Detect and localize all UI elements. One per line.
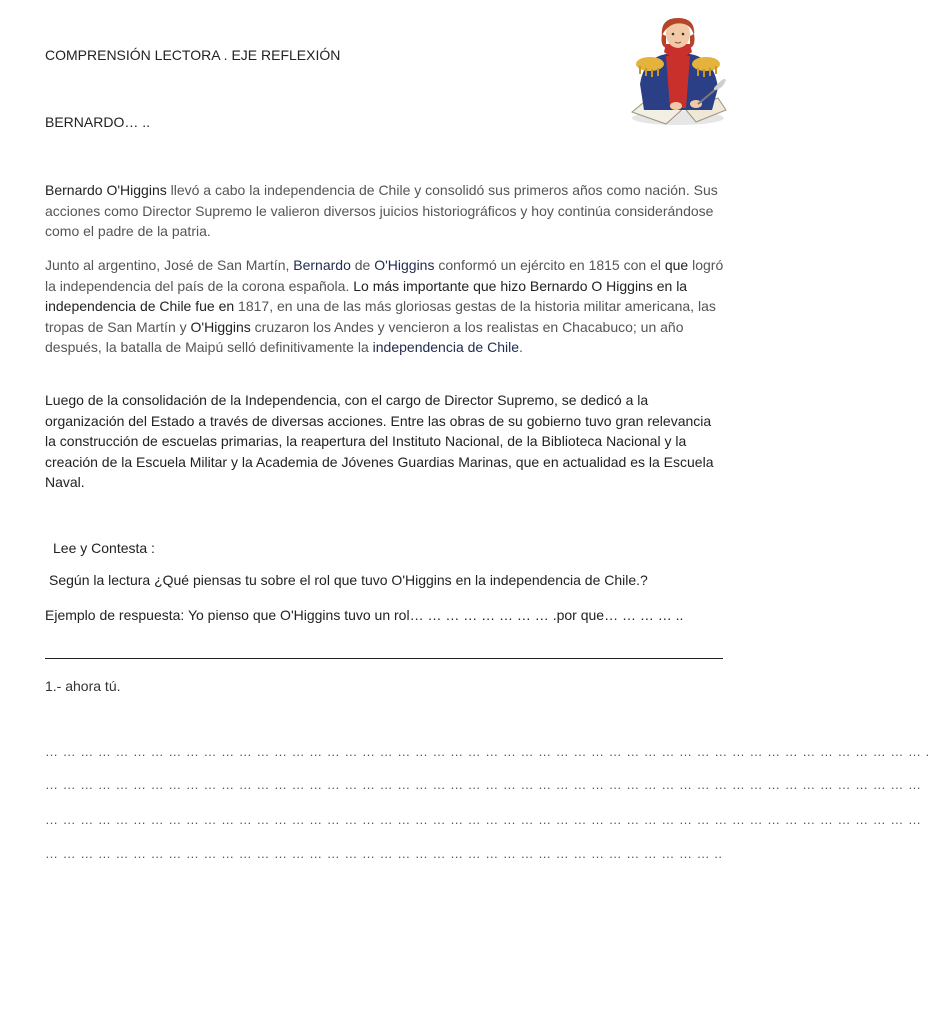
divider-line bbox=[45, 658, 723, 659]
instruction-label: Lee y Contesta : bbox=[53, 540, 155, 556]
paragraph-3: Luego de la consolidación de la Independencia, con el cargo de Director Supremo, se dedicó a la organización del Estado a través de diversas acciones. Entre las obras de su gobierno tuvo gran relevancia la construcción de escuelas primarias, la reapertura del Instituto Nacional, de la Biblioteca Nacional y la creación de la Escuela Militar y la Academia de Jóvenes Guardias Marinas, que en actualidad es la Escuela Naval. bbox=[45, 392, 714, 490]
paragraph-1: Bernardo O'Higgins llevó a cabo la independencia de Chile y consolidó sus primeros años como nación. Sus acciones como Director Supremo le valieron diversos juicios historiográficos y hoy continúa considerándose como el padre de la patria. bbox=[45, 182, 718, 239]
exercise-prompt: 1.- ahora tú. bbox=[45, 678, 121, 694]
example-answer: Ejemplo de respuesta: Yo pienso que O'Higgins tuvo un rol… … … … … … … … .por que… … … … .. bbox=[45, 607, 684, 623]
answer-line[interactable]: … … … … … … … … … … … … … … … … … … … … … … … … … … … … … … … … … … … … … … … … … … … … … … … … … … bbox=[45, 812, 922, 827]
page-subtitle: BERNARDO… .. bbox=[45, 114, 151, 130]
paragraph-2: Junto al argentino, José de San Martín, Bernardo de O'Higgins conformó un ejército en 1815 con el que logró la independencia del país de la corona española. Lo más importante que hizo Bernardo O Higgins en la independencia de Chile fue en 1817, en una de las más gloriosas gestas de la historia militar americana, las tropas de San Martín y O'Higgins cruzaron los Andes y vencieron a los realistas en Chacabuco; un año después, la batalla de Maipú selló definitivamente la independencia de Chile. bbox=[45, 257, 724, 355]
answer-line[interactable]: … … … … … … … … … … … … … … … … … … … … … … … … … … … … … … … … … … … … … … … … … … … … … … … … … … bbox=[45, 777, 922, 792]
ohiggins-portrait-icon bbox=[626, 14, 730, 128]
page-title: COMPRENSIÓN LECTORA . EJE REFLEXIÓN bbox=[45, 47, 341, 63]
question-text: Según la lectura ¿Qué piensas tu sobre el rol que tuvo O'Higgins en la independencia de Chile.? bbox=[49, 572, 648, 588]
answer-line[interactable]: … … … … … … … … … … … … … … … … … … … … … … … … … … … … … … … … … … … … … … .. bbox=[45, 846, 723, 861]
answer-line[interactable]: … … … … … … … … … … … … … … … … … … … … … … … … … … … … … … … … … … … … … … … … … … … … … … … … … … . bbox=[45, 744, 930, 759]
